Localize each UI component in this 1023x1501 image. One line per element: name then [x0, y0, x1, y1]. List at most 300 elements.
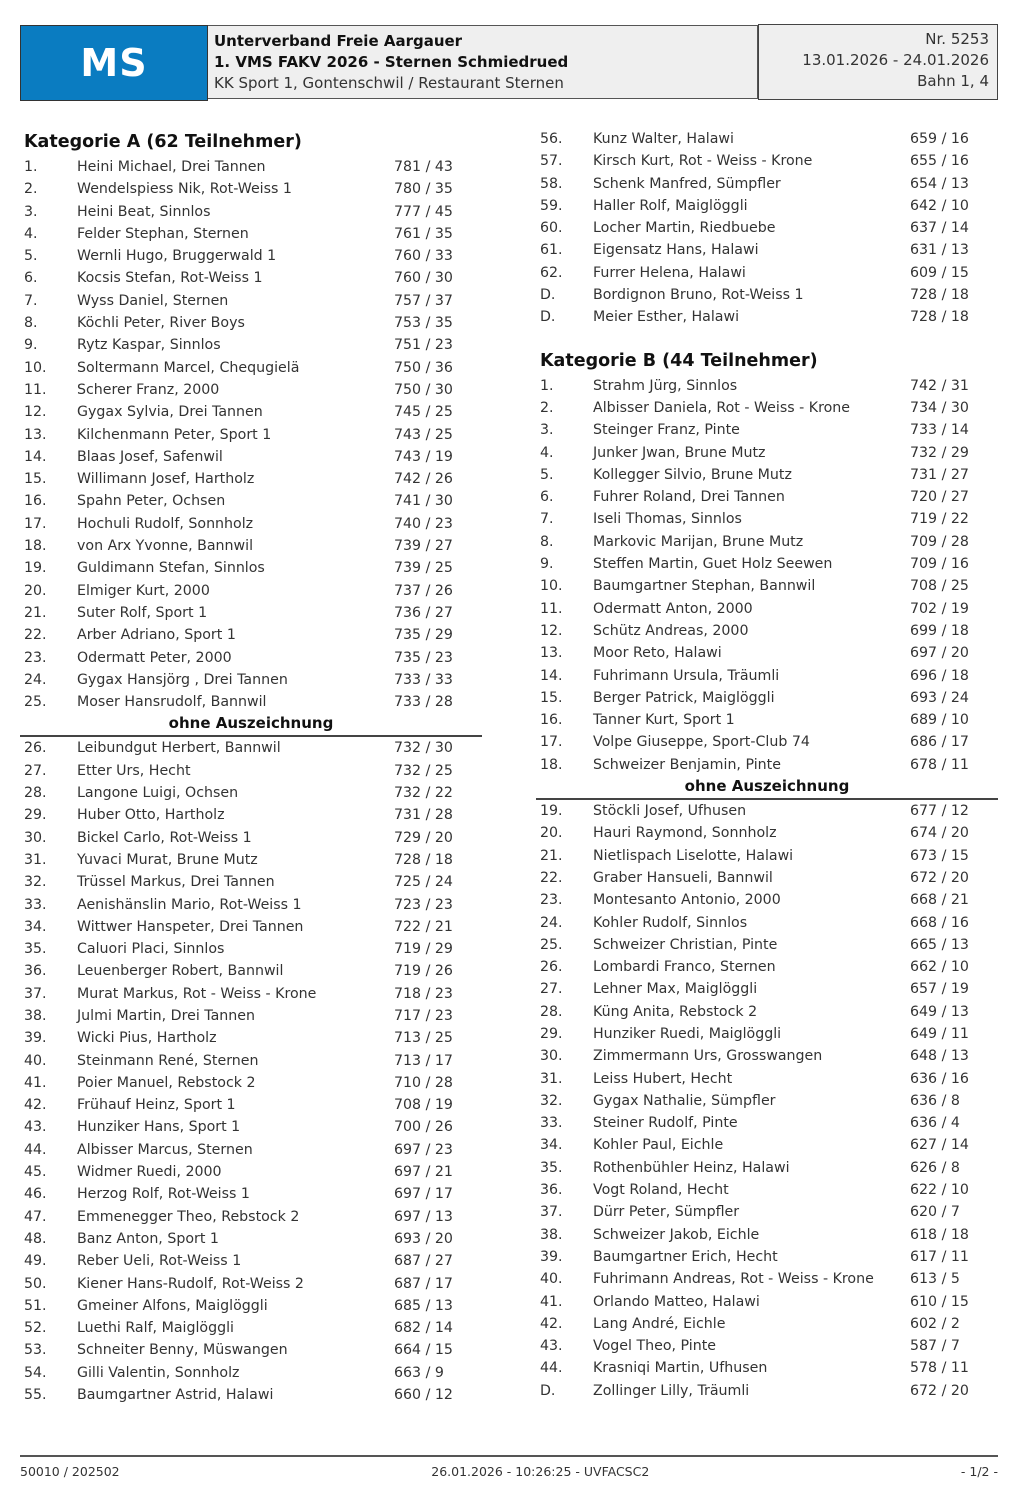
- rank: 43.: [24, 1119, 47, 1136]
- participant-name: Schütz Andreas, 2000: [593, 622, 749, 639]
- category-a-awarded-list: [24, 156, 489, 713]
- result-row: [540, 1201, 1005, 1223]
- result-row: [540, 1134, 1005, 1156]
- category-a-title: Kategorie A (62 Teilnehmer): [24, 132, 302, 152]
- result-row: [540, 709, 1005, 731]
- score: 664 / 15: [394, 1342, 453, 1359]
- result-row: [540, 687, 1005, 709]
- rank: 26.: [24, 740, 47, 757]
- score: 622 / 10: [910, 1182, 969, 1199]
- result-row: [24, 1273, 489, 1295]
- result-row: [540, 531, 1005, 553]
- result-row: [540, 195, 1005, 217]
- participant-name: Emmenegger Theo, Rebstock 2: [77, 1208, 300, 1225]
- result-row: [540, 665, 1005, 687]
- score: 699 / 18: [910, 622, 969, 639]
- score: 735 / 23: [394, 649, 453, 666]
- score: 708 / 19: [394, 1097, 453, 1114]
- result-row: [24, 357, 489, 379]
- score: 687 / 27: [394, 1253, 453, 1270]
- rank: 2.: [540, 399, 554, 416]
- result-row: [24, 782, 489, 804]
- participant-name: Schweizer Christian, Pinte: [593, 936, 778, 953]
- score: 725 / 24: [394, 874, 453, 891]
- result-row: [24, 446, 489, 468]
- rank: 19.: [24, 560, 47, 577]
- organization-name: Unterverband Freie Aargauer: [214, 32, 463, 50]
- category-b-title: Kategorie B (44 Teilnehmer): [540, 350, 818, 371]
- score: 662 / 10: [910, 959, 969, 976]
- result-row: [540, 1357, 1005, 1379]
- participant-name: Guldimann Stefan, Sinnlos: [77, 560, 265, 577]
- participant-name: Odermatt Peter, 2000: [77, 649, 232, 666]
- participant-name: Haller Rolf, Maiglöggli: [593, 197, 748, 214]
- participant-name: Moor Reto, Halawi: [593, 645, 722, 662]
- participant-name: Graber Hansueli, Bannwil: [593, 869, 773, 886]
- score: 728 / 18: [910, 309, 969, 326]
- rank: 17.: [24, 515, 47, 532]
- result-row: [540, 217, 1005, 239]
- result-row: [24, 1072, 489, 1094]
- score: 659 / 16: [910, 131, 969, 147]
- result-row: [540, 1090, 1005, 1112]
- rank: 41.: [540, 1293, 563, 1310]
- rank: 14.: [24, 448, 47, 465]
- participant-name: Albisser Daniela, Rot - Weiss - Krone: [593, 399, 851, 416]
- score: 732 / 22: [394, 785, 453, 802]
- participant-name: Trüssel Markus, Drei Tannen: [77, 874, 275, 891]
- score: 710 / 28: [394, 1074, 453, 1091]
- result-row: [24, 557, 489, 579]
- result-row: [540, 867, 1005, 889]
- rank: 43.: [540, 1338, 563, 1355]
- rank: 29.: [24, 807, 47, 824]
- participant-name: Scherer Franz, 2000: [77, 381, 220, 398]
- result-row: [24, 513, 489, 535]
- result-row: [540, 397, 1005, 419]
- score: 660 / 12: [394, 1387, 453, 1404]
- result-row: [24, 312, 489, 334]
- participant-name: Banz Anton, Sport 1: [77, 1230, 219, 1247]
- score: 587 / 7: [910, 1338, 960, 1355]
- score: 697 / 21: [394, 1164, 453, 1181]
- participant-name: Leibundgut Herbert, Bannwil: [77, 740, 281, 757]
- score: 693 / 20: [394, 1230, 453, 1247]
- result-row: [540, 1045, 1005, 1067]
- participant-name: Heini Beat, Sinnlos: [77, 203, 211, 220]
- score: 674 / 20: [910, 825, 969, 842]
- rank: 44.: [540, 1360, 563, 1377]
- participant-name: Widmer Ruedi, 2000: [77, 1164, 222, 1181]
- event-lanes: Bahn 1, 4: [917, 72, 989, 90]
- rank: 48.: [24, 1230, 47, 1247]
- result-row: [540, 822, 1005, 844]
- score: 751 / 23: [394, 337, 453, 354]
- score: 617 / 11: [910, 1248, 969, 1265]
- rank: 33.: [24, 896, 47, 913]
- venue-name: KK Sport 1, Gontenschwil / Restaurant Sternen: [214, 74, 564, 92]
- score: 602 / 2: [910, 1315, 960, 1332]
- rank: 49.: [24, 1253, 47, 1270]
- result-row: [24, 535, 489, 557]
- footer-timestamp: 26.01.2026 - 10:26:25 - UVFACSC2: [431, 1464, 650, 1479]
- score: 753 / 35: [394, 315, 453, 332]
- result-row: [24, 760, 489, 782]
- result-row: [540, 598, 1005, 620]
- score: 719 / 29: [394, 941, 453, 958]
- rank: 23.: [540, 892, 563, 909]
- result-row: [540, 306, 1005, 328]
- rank: 32.: [24, 874, 47, 891]
- rank: 14.: [540, 667, 563, 684]
- result-row: [540, 128, 1005, 150]
- score: 655 / 16: [910, 153, 969, 170]
- score: 697 / 20: [910, 645, 969, 662]
- result-row: [540, 1313, 1005, 1335]
- result-row: [24, 580, 489, 602]
- participant-name: Heini Michael, Drei Tannen: [77, 159, 266, 175]
- result-row: [540, 934, 1005, 956]
- result-row: [540, 508, 1005, 530]
- score: 733 / 28: [394, 694, 453, 711]
- participant-name: Caluori Placi, Sinnlos: [77, 941, 225, 958]
- rank: 56.: [540, 131, 563, 147]
- rank: 60.: [540, 220, 563, 237]
- result-row: [24, 1206, 489, 1228]
- result-row: [540, 1335, 1005, 1357]
- score: 649 / 11: [910, 1025, 969, 1042]
- participant-name: Berger Patrick, Maiglöggli: [593, 689, 775, 706]
- result-row: [540, 575, 1005, 597]
- score: 657 / 19: [910, 981, 969, 998]
- score: 693 / 24: [910, 689, 969, 706]
- result-row: [540, 173, 1005, 195]
- rank: 3.: [24, 203, 38, 220]
- rank: 58.: [540, 175, 563, 192]
- participant-name: Luethi Ralf, Maiglöggli: [77, 1320, 234, 1337]
- rank: 45.: [24, 1164, 47, 1181]
- result-row: [24, 1250, 489, 1272]
- result-row: [540, 1068, 1005, 1090]
- participant-name: Tanner Kurt, Sport 1: [593, 712, 735, 729]
- result-row: [24, 1161, 489, 1183]
- result-row: [24, 1362, 489, 1384]
- score: 654 / 13: [910, 175, 969, 192]
- score: 709 / 28: [910, 533, 969, 550]
- rank: 19.: [540, 803, 563, 820]
- participant-name: Bordignon Bruno, Rot-Weiss 1: [593, 287, 804, 304]
- score: 672 / 20: [910, 869, 969, 886]
- rank: 46.: [24, 1186, 47, 1203]
- rank: 13.: [540, 645, 563, 662]
- score: 642 / 10: [910, 197, 969, 214]
- rank: 39.: [540, 1248, 563, 1265]
- rank: 2.: [24, 181, 38, 198]
- rank: 6.: [24, 270, 38, 287]
- result-row: [540, 375, 1005, 397]
- score: 722 / 21: [394, 918, 453, 935]
- participant-name: Steffen Martin, Guet Holz Seewen: [593, 556, 833, 573]
- result-row: [540, 419, 1005, 441]
- rank: 8.: [540, 533, 554, 550]
- report-header: [20, 25, 998, 101]
- score: 637 / 14: [910, 220, 969, 237]
- rank: 28.: [24, 785, 47, 802]
- participant-name: Lang André, Eichle: [593, 1315, 726, 1332]
- participant-name: Krasniqi Martin, Ufhusen: [593, 1360, 768, 1377]
- rank: 36.: [540, 1182, 563, 1199]
- result-row: [540, 754, 1005, 776]
- result-row: [24, 1050, 489, 1072]
- participant-name: Iseli Thomas, Sinnlos: [593, 511, 742, 528]
- result-row: [540, 956, 1005, 978]
- result-row: [540, 1023, 1005, 1045]
- rank: 16.: [24, 493, 47, 510]
- result-row: [24, 1384, 489, 1406]
- score: 723 / 23: [394, 896, 453, 913]
- participant-name: Locher Martin, Riedbuebe: [593, 220, 776, 237]
- result-row: [24, 647, 489, 669]
- score: 627 / 14: [910, 1137, 969, 1154]
- participant-name: Steiner Rudolf, Pinte: [593, 1115, 738, 1132]
- score: 668 / 16: [910, 914, 969, 931]
- rank: 42.: [24, 1097, 47, 1114]
- result-row: [540, 620, 1005, 642]
- participant-name: Volpe Giuseppe, Sport-Club 74: [593, 734, 810, 751]
- participant-name: Schweizer Benjamin, Pinte: [593, 756, 781, 773]
- score: 636 / 8: [910, 1092, 960, 1109]
- score: 687 / 17: [394, 1275, 453, 1292]
- result-row: [24, 983, 489, 1005]
- rank: 6.: [540, 489, 554, 506]
- participant-name: Gygax Nathalie, Sümpfler: [593, 1092, 776, 1109]
- result-row: [24, 468, 489, 490]
- score: 757 / 37: [394, 292, 453, 309]
- score: 613 / 5: [910, 1271, 960, 1288]
- score: 735 / 29: [394, 627, 453, 644]
- score: 618 / 18: [910, 1226, 969, 1243]
- participant-name: Kohler Rudolf, Sinnlos: [593, 914, 748, 931]
- rank: 24.: [540, 914, 563, 931]
- participant-name: von Arx Yvonne, Bannwil: [77, 538, 254, 555]
- rank: 5.: [24, 248, 38, 265]
- score: 737 / 26: [394, 582, 453, 599]
- rank: 27.: [24, 762, 47, 779]
- rank: 25.: [540, 936, 563, 953]
- participant-name: Leiss Hubert, Hecht: [593, 1070, 733, 1087]
- rank: 27.: [540, 981, 563, 998]
- participant-name: Albisser Marcus, Sternen: [77, 1141, 253, 1158]
- result-row: [540, 553, 1005, 575]
- rank: 12.: [540, 622, 563, 639]
- participant-name: Dürr Peter, Sümpfler: [593, 1204, 740, 1221]
- rank: 11.: [540, 600, 563, 617]
- participant-name: Rytz Kaspar, Sinnlos: [77, 337, 221, 354]
- score: 708 / 25: [910, 578, 969, 595]
- participant-name: Aenishänslin Mario, Rot-Weiss 1: [77, 896, 302, 913]
- participant-name: Yuvaci Murat, Brune Mutz: [77, 851, 258, 868]
- score: 750 / 30: [394, 381, 453, 398]
- score: 673 / 15: [910, 847, 969, 864]
- score: 718 / 23: [394, 985, 453, 1002]
- event-name: 1. VMS FAKV 2026 - Sternen Schmiedrued: [214, 53, 569, 71]
- participant-name: Wittwer Hanspeter, Drei Tannen: [77, 918, 304, 935]
- participant-name: Nietlispach Liselotte, Halawi: [593, 847, 794, 864]
- score: 648 / 13: [910, 1048, 969, 1065]
- score: 733 / 14: [910, 422, 969, 439]
- result-row: [24, 1317, 489, 1339]
- score: 743 / 25: [394, 426, 453, 443]
- score: 682 / 14: [394, 1320, 453, 1337]
- result-row: [24, 178, 489, 200]
- result-row: [540, 262, 1005, 284]
- participant-name: Strahm Jürg, Sinnlos: [593, 377, 738, 394]
- participant-name: Reber Ueli, Rot-Weiss 1: [77, 1253, 242, 1270]
- rank: 10.: [24, 359, 47, 376]
- result-row: [24, 1005, 489, 1027]
- result-row: [24, 201, 489, 223]
- rank: 10.: [540, 578, 563, 595]
- participant-name: Hunziker Ruedi, Maiglöggli: [593, 1025, 782, 1042]
- result-row: [24, 267, 489, 289]
- score: 713 / 17: [394, 1052, 453, 1069]
- rank: 18.: [540, 756, 563, 773]
- score: 649 / 13: [910, 1003, 969, 1020]
- participant-name: Gilli Valentin, Sonnholz: [77, 1364, 240, 1381]
- rank: 30.: [24, 829, 47, 846]
- participant-name: Julmi Martin, Drei Tannen: [77, 1007, 256, 1024]
- score: 697 / 17: [394, 1186, 453, 1203]
- result-row: [540, 442, 1005, 464]
- rank: 22.: [540, 869, 563, 886]
- score: 750 / 36: [394, 359, 453, 376]
- result-row: [24, 401, 489, 423]
- left-column: [24, 128, 489, 1406]
- score: 719 / 26: [394, 963, 453, 980]
- rank: 35.: [540, 1159, 563, 1176]
- participant-name: Meier Esther, Halawi: [593, 309, 740, 326]
- participant-name: Bickel Carlo, Rot-Weiss 1: [77, 829, 252, 846]
- rank: 15.: [540, 689, 563, 706]
- rank: 44.: [24, 1141, 47, 1158]
- participant-name: Herzog Rolf, Rot-Weiss 1: [77, 1186, 250, 1203]
- participant-name: Fuhrer Roland, Drei Tannen: [593, 489, 785, 506]
- rank: 50.: [24, 1275, 47, 1292]
- participant-name: Arber Adriano, Sport 1: [77, 627, 236, 644]
- score: 697 / 13: [394, 1208, 453, 1225]
- result-row: [540, 284, 1005, 306]
- participant-name: Elmiger Kurt, 2000: [77, 582, 210, 599]
- score: 729 / 20: [394, 829, 453, 846]
- result-row: [24, 1027, 489, 1049]
- participant-name: Kirsch Kurt, Rot - Weiss - Krone: [593, 153, 813, 170]
- rank: 4.: [540, 444, 554, 461]
- rank: 26.: [540, 959, 563, 976]
- rank: 18.: [24, 538, 47, 555]
- rank: 36.: [24, 963, 47, 980]
- score: 709 / 16: [910, 556, 969, 573]
- score: 720 / 27: [910, 489, 969, 506]
- participant-name: Steinger Franz, Pinte: [593, 422, 740, 439]
- score: 733 / 33: [394, 671, 453, 688]
- result-row: [540, 731, 1005, 753]
- score: 728 / 18: [910, 287, 969, 304]
- participant-name: Frühauf Heinz, Sport 1: [77, 1097, 236, 1114]
- participant-name: Odermatt Anton, 2000: [593, 600, 753, 617]
- result-row: [24, 245, 489, 267]
- rank: 12.: [24, 404, 47, 421]
- category-b-others-list: [540, 800, 1005, 1402]
- ms-logo: MS: [20, 25, 208, 101]
- rank: 61.: [540, 242, 563, 259]
- rank: 42.: [540, 1315, 563, 1332]
- rank: 59.: [540, 197, 563, 214]
- participant-name: Wendelspiess Nik, Rot-Weiss 1: [77, 181, 292, 198]
- participant-name: Suter Rolf, Sport 1: [77, 604, 208, 621]
- rank: 22.: [24, 627, 47, 644]
- participant-name: Baumgartner Stephan, Bannwil: [593, 578, 816, 595]
- rank: 32.: [540, 1092, 563, 1109]
- score: 743 / 19: [394, 448, 453, 465]
- score: 740 / 23: [394, 515, 453, 532]
- rank: 21.: [24, 604, 47, 621]
- participant-name: Baumgartner Astrid, Halawi: [77, 1387, 274, 1404]
- rank: 35.: [24, 941, 47, 958]
- rank: 3.: [540, 422, 554, 439]
- rank: 40.: [24, 1052, 47, 1069]
- rank: 4.: [24, 225, 38, 242]
- participant-name: Gygax Sylvia, Drei Tannen: [77, 404, 263, 421]
- rank: 52.: [24, 1320, 47, 1337]
- event-info-box: [758, 24, 998, 100]
- participant-name: Langone Luigi, Ochsen: [77, 785, 239, 802]
- rank: 13.: [24, 426, 47, 443]
- result-row: [24, 379, 489, 401]
- result-row: [540, 642, 1005, 664]
- score: 620 / 7: [910, 1204, 960, 1221]
- participant-name: Kocsis Stefan, Rot-Weiss 1: [77, 270, 263, 287]
- result-row: [24, 691, 489, 713]
- participant-name: Küng Anita, Rebstock 2: [593, 1003, 758, 1020]
- score: 732 / 25: [394, 762, 453, 779]
- rank: 34.: [540, 1137, 563, 1154]
- result-row: [24, 624, 489, 646]
- participant-name: Fuhrimann Ursula, Träumli: [593, 667, 780, 684]
- category-a-others-list: [24, 737, 489, 1406]
- score: 626 / 8: [910, 1159, 960, 1176]
- result-row: [24, 1228, 489, 1250]
- rank: 17.: [540, 734, 563, 751]
- participant-name: Furrer Helena, Halawi: [593, 264, 746, 281]
- rank: 62.: [540, 264, 563, 281]
- result-row: [24, 490, 489, 512]
- right-column: [540, 128, 1005, 1402]
- participant-name: Stöckli Josef, Ufhusen: [593, 803, 747, 820]
- result-row: [540, 150, 1005, 172]
- participant-name: Vogel Theo, Pinte: [593, 1338, 717, 1355]
- participant-name: Eigensatz Hans, Halawi: [593, 242, 759, 259]
- rank: 37.: [24, 985, 47, 1002]
- participant-name: Kiener Hans-Rudolf, Rot-Weiss 2: [77, 1275, 304, 1292]
- rank: D.: [540, 309, 556, 326]
- score: 741 / 30: [394, 493, 453, 510]
- participant-name: Felder Stephan, Sternen: [77, 225, 249, 242]
- score: 739 / 25: [394, 560, 453, 577]
- score: 677 / 12: [910, 803, 969, 820]
- result-row: [24, 894, 489, 916]
- result-row: [540, 464, 1005, 486]
- result-row: [24, 871, 489, 893]
